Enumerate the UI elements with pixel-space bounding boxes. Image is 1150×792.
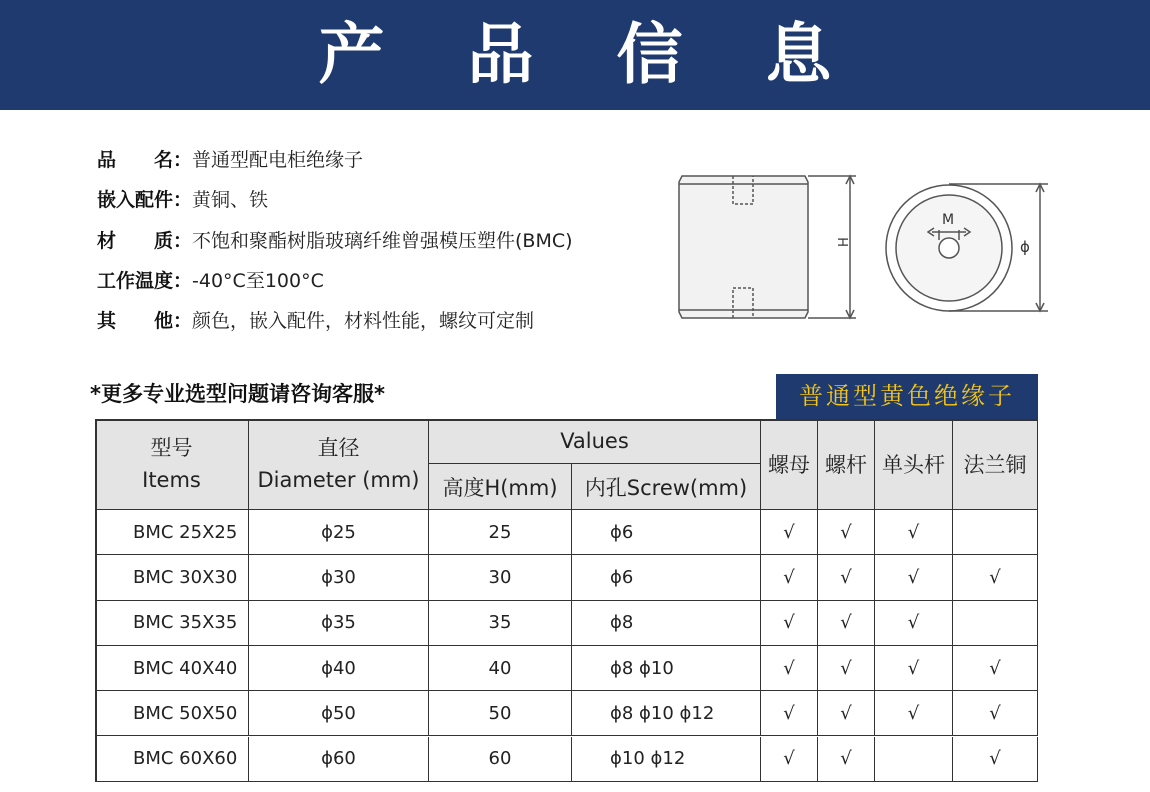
cell-screw: ϕ6 [572, 510, 761, 555]
spec-label: 其 他： [97, 310, 193, 332]
cell-rod: √ [818, 691, 875, 736]
cell-height: 50 [429, 691, 572, 736]
insulator-diagram [660, 160, 1080, 330]
cell-height: 30 [429, 555, 572, 600]
cell-flange: √ [953, 555, 1038, 600]
cell-single-rod: √ [875, 510, 953, 555]
height-label: H [837, 237, 852, 247]
spec-label: 嵌入配件： [97, 189, 193, 211]
cell-diameter: ϕ40 [249, 646, 429, 691]
cell-single-rod: √ [875, 555, 953, 600]
cell-height: 35 [429, 601, 572, 646]
page-title: 产 品 信 息 [318, 16, 862, 93]
cell-screw: ϕ8 [572, 601, 761, 646]
cell-flange [953, 601, 1038, 646]
cell-diameter: ϕ25 [249, 510, 429, 555]
cell-screw: ϕ10 ϕ12 [572, 737, 761, 782]
cell-single-rod: √ [875, 646, 953, 691]
consult-note: *更多专业选型问题请咨询客服* [90, 382, 385, 406]
header-model-en: Items [142, 468, 201, 492]
spec-label: 工作温度： [97, 270, 193, 292]
cell-flange: √ [953, 691, 1038, 736]
cell-model: BMC 30X30 [95, 555, 249, 600]
cell-nut: √ [761, 737, 818, 782]
cell-height: 40 [429, 646, 572, 691]
diameter-label: ϕ [1020, 238, 1030, 256]
spec-temperature [97, 268, 324, 294]
cell-model: BMC 25X25 [95, 510, 249, 555]
spec-value: 不饱和聚酯树脂玻璃纤维曾强模压塑件(BMC) [192, 230, 573, 252]
cell-screw: ϕ6 [572, 555, 761, 600]
header-model [95, 419, 249, 510]
spec-fittings [97, 187, 268, 213]
spec-value: 普通型配电柜绝缘子 [192, 149, 364, 171]
cell-diameter: ϕ30 [249, 555, 429, 600]
header-model-cn: 型号 [150, 436, 193, 460]
spec-label: 品 名： [97, 149, 193, 171]
cell-model: BMC 60X60 [95, 737, 249, 782]
cell-rod: √ [818, 601, 875, 646]
header-nut: 螺母 [761, 419, 818, 510]
header-screw: 内孔Screw(mm) [572, 464, 761, 510]
header-single-rod: 单头杆 [875, 419, 953, 510]
cell-flange: √ [953, 646, 1038, 691]
product-table [95, 419, 1038, 782]
cell-rod: √ [818, 646, 875, 691]
header-values: Values [429, 419, 761, 464]
spec-name [97, 147, 363, 173]
cell-nut: √ [761, 601, 818, 646]
cell-model: BMC 40X40 [95, 646, 249, 691]
header-diameter [249, 419, 429, 510]
spec-value: -40°C至100°C [192, 270, 324, 292]
cell-single-rod: √ [875, 601, 953, 646]
cell-model: BMC 50X50 [95, 691, 249, 736]
cell-screw: ϕ8 ϕ10 ϕ12 [572, 691, 761, 736]
cell-single-rod: √ [875, 691, 953, 736]
cell-diameter: ϕ60 [249, 737, 429, 782]
cell-single-rod [875, 737, 953, 782]
cell-height: 60 [429, 737, 572, 782]
header-diameter-cn: 直径 [317, 436, 360, 460]
cell-diameter: ϕ50 [249, 691, 429, 736]
header-banner [0, 0, 1150, 110]
header-height: 高度H(mm) [429, 464, 572, 510]
side-view [679, 176, 856, 318]
product-badge: 普通型黄色绝缘子 [776, 374, 1038, 419]
cell-nut: √ [761, 646, 818, 691]
cell-nut: √ [761, 555, 818, 600]
header-flange: 法兰铜 [953, 419, 1038, 510]
cell-rod: √ [818, 737, 875, 782]
spec-other [97, 308, 534, 334]
spec-material [97, 228, 573, 254]
header-diameter-en: Diameter (mm) [257, 468, 420, 492]
cell-height: 25 [429, 510, 572, 555]
header-rod: 螺杆 [818, 419, 875, 510]
spec-label: 材 质： [97, 230, 193, 252]
cell-screw: ϕ8 ϕ10 [572, 646, 761, 691]
cell-nut: √ [761, 510, 818, 555]
cell-rod: √ [818, 510, 875, 555]
spec-value: 黄铜、铁 [192, 189, 269, 211]
cell-rod: √ [818, 555, 875, 600]
cell-flange: √ [953, 737, 1038, 782]
cell-diameter: ϕ35 [249, 601, 429, 646]
cell-model: BMC 35X35 [95, 601, 249, 646]
cell-nut: √ [761, 691, 818, 736]
cell-flange [953, 510, 1038, 555]
spec-value: 颜色，嵌入配件，材料性能，螺纹可定制 [192, 310, 535, 332]
hole-label: M [942, 212, 955, 228]
